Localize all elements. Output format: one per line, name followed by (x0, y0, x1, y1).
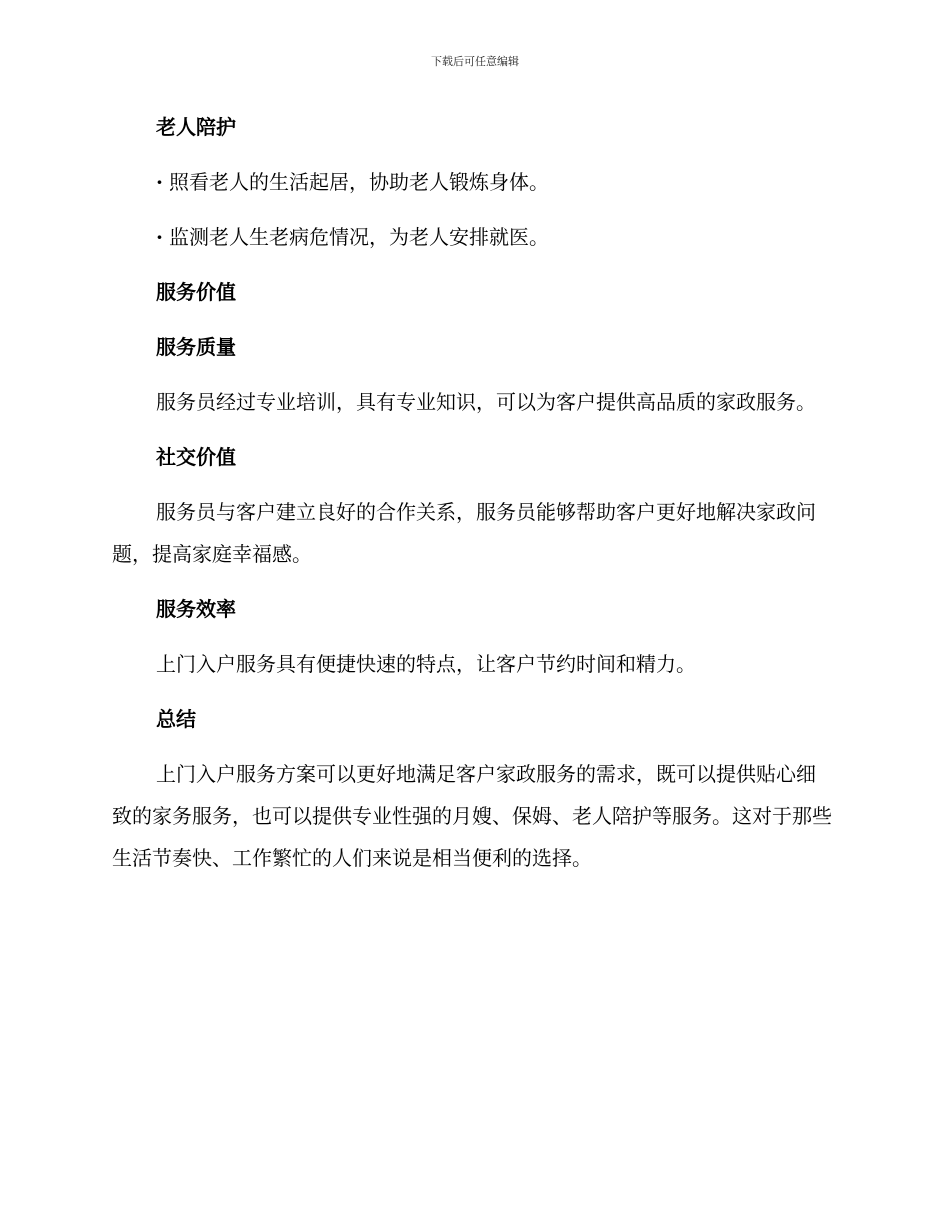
paragraph-service-quality: 服务员经过专业培训，具有专业知识，可以为客户提供高品质的家政服务。 (156, 390, 816, 414)
paragraph-service-efficiency: 上门入户服务具有便捷快速的特点，让客户节约时间和精力。 (156, 652, 696, 676)
paragraph-social-value: 服务员与客户建立良好的合作关系，服务员能够帮助客户更好地解决家政问题，提高家庭幸福感。 (112, 500, 816, 566)
bullet-item (112, 216, 832, 258)
bullet-text: 照看老人的生活起居，协助老人锻炼身体。 (168, 170, 549, 194)
section-title-service-quality: 服务质量 (156, 335, 236, 359)
document-body (112, 106, 832, 892)
bullet-item (112, 161, 832, 203)
bullet-text: 监测老人生老病危情况，为老人安排就医。 (168, 225, 549, 249)
section-title-service-efficiency: 服务效率 (156, 597, 236, 621)
bullet-dot-icon: · (156, 170, 163, 194)
section-title-summary: 总结 (156, 707, 196, 731)
page-header: 下载后可任意编辑 (431, 55, 519, 68)
section-title-service-value: 服务价值 (156, 280, 236, 304)
bullet-dot-icon: · (156, 225, 163, 249)
paragraph-summary: 上门入户服务方案可以更好地满足客户家政服务的需求，既可以提供贴心细致的家务服务，也可以提供专业性强的月嫂、保姆、老人陪护等服务。这对于那些生活节奏快、工作繁忙的人们来说是相当便利的选择。 (112, 762, 832, 870)
section-title-social-value: 社交价值 (156, 445, 236, 469)
section-title-elder-care: 老人陪护 (156, 115, 236, 139)
